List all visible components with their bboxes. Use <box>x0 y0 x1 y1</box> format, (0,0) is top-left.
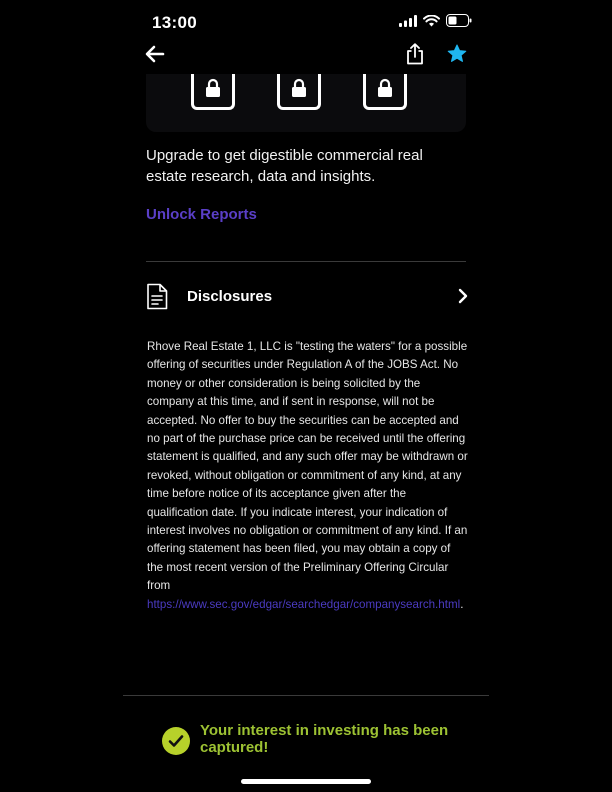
locked-report-tile <box>363 74 407 110</box>
star-icon <box>447 44 467 68</box>
favorite-button[interactable] <box>443 42 471 70</box>
upgrade-description: Upgrade to get digestible commercial real estate research, data and insights. <box>146 147 423 185</box>
chevron-right-icon <box>458 288 468 309</box>
disclosure-trailing: . <box>460 597 464 611</box>
interest-confirmation <box>162 722 462 762</box>
locked-report-tile <box>277 74 321 110</box>
unlock-reports-link[interactable]: Unlock Reports <box>146 206 257 223</box>
bottom-divider <box>123 695 489 696</box>
lock-icon <box>377 78 393 103</box>
disclosure-body <box>147 338 469 614</box>
locked-reports-card <box>146 74 466 132</box>
signal-icon <box>399 14 417 32</box>
lock-icon <box>205 78 221 103</box>
check-circle-icon <box>162 727 190 755</box>
share-button[interactable] <box>401 42 429 70</box>
confirmation-text: Your interest in investing has been captured! <box>200 722 449 756</box>
home-indicator[interactable] <box>241 779 371 784</box>
battery-icon <box>446 14 472 32</box>
status-icons <box>399 15 472 31</box>
locked-report-tile <box>191 74 235 110</box>
section-divider <box>146 261 466 262</box>
sec-edgar-link[interactable]: https://www.sec.gov/edgar/searchedgar/companysearch.html <box>147 597 461 611</box>
wifi-icon <box>423 14 440 32</box>
disclosures-title: Disclosures <box>187 288 273 305</box>
nav-bar <box>0 40 612 74</box>
document-icon <box>146 283 168 315</box>
status-time: 13:00 <box>152 13 197 32</box>
disclosures-row[interactable] <box>146 280 470 314</box>
lock-icon <box>291 78 307 103</box>
back-button[interactable] <box>141 42 169 70</box>
share-icon <box>406 43 424 70</box>
disclosure-body-text: Rhove Real Estate 1, LLC is "testing the waters" for a possible offering of securities under Regulation A of the JOBS Act. No money or other consideration is being solicited by the company at this time, and if sent in response, will not be accepted. No offer to buy the securities can be accepted and no part of the purchase price can be received until the offering statement is qualified, and any such offer may be withdrawn or revoked, without obligation or commitment of any kind, at any time before notice of its acceptance given after the qualification date. If you indicate interest, your indication of interest involves no obligation or commitment of any kind. If an offering statement has been filed, you may obtain a copy of the most recent version of the Preliminary Offering Circular from <box>147 340 468 593</box>
back-arrow-icon <box>145 45 165 68</box>
